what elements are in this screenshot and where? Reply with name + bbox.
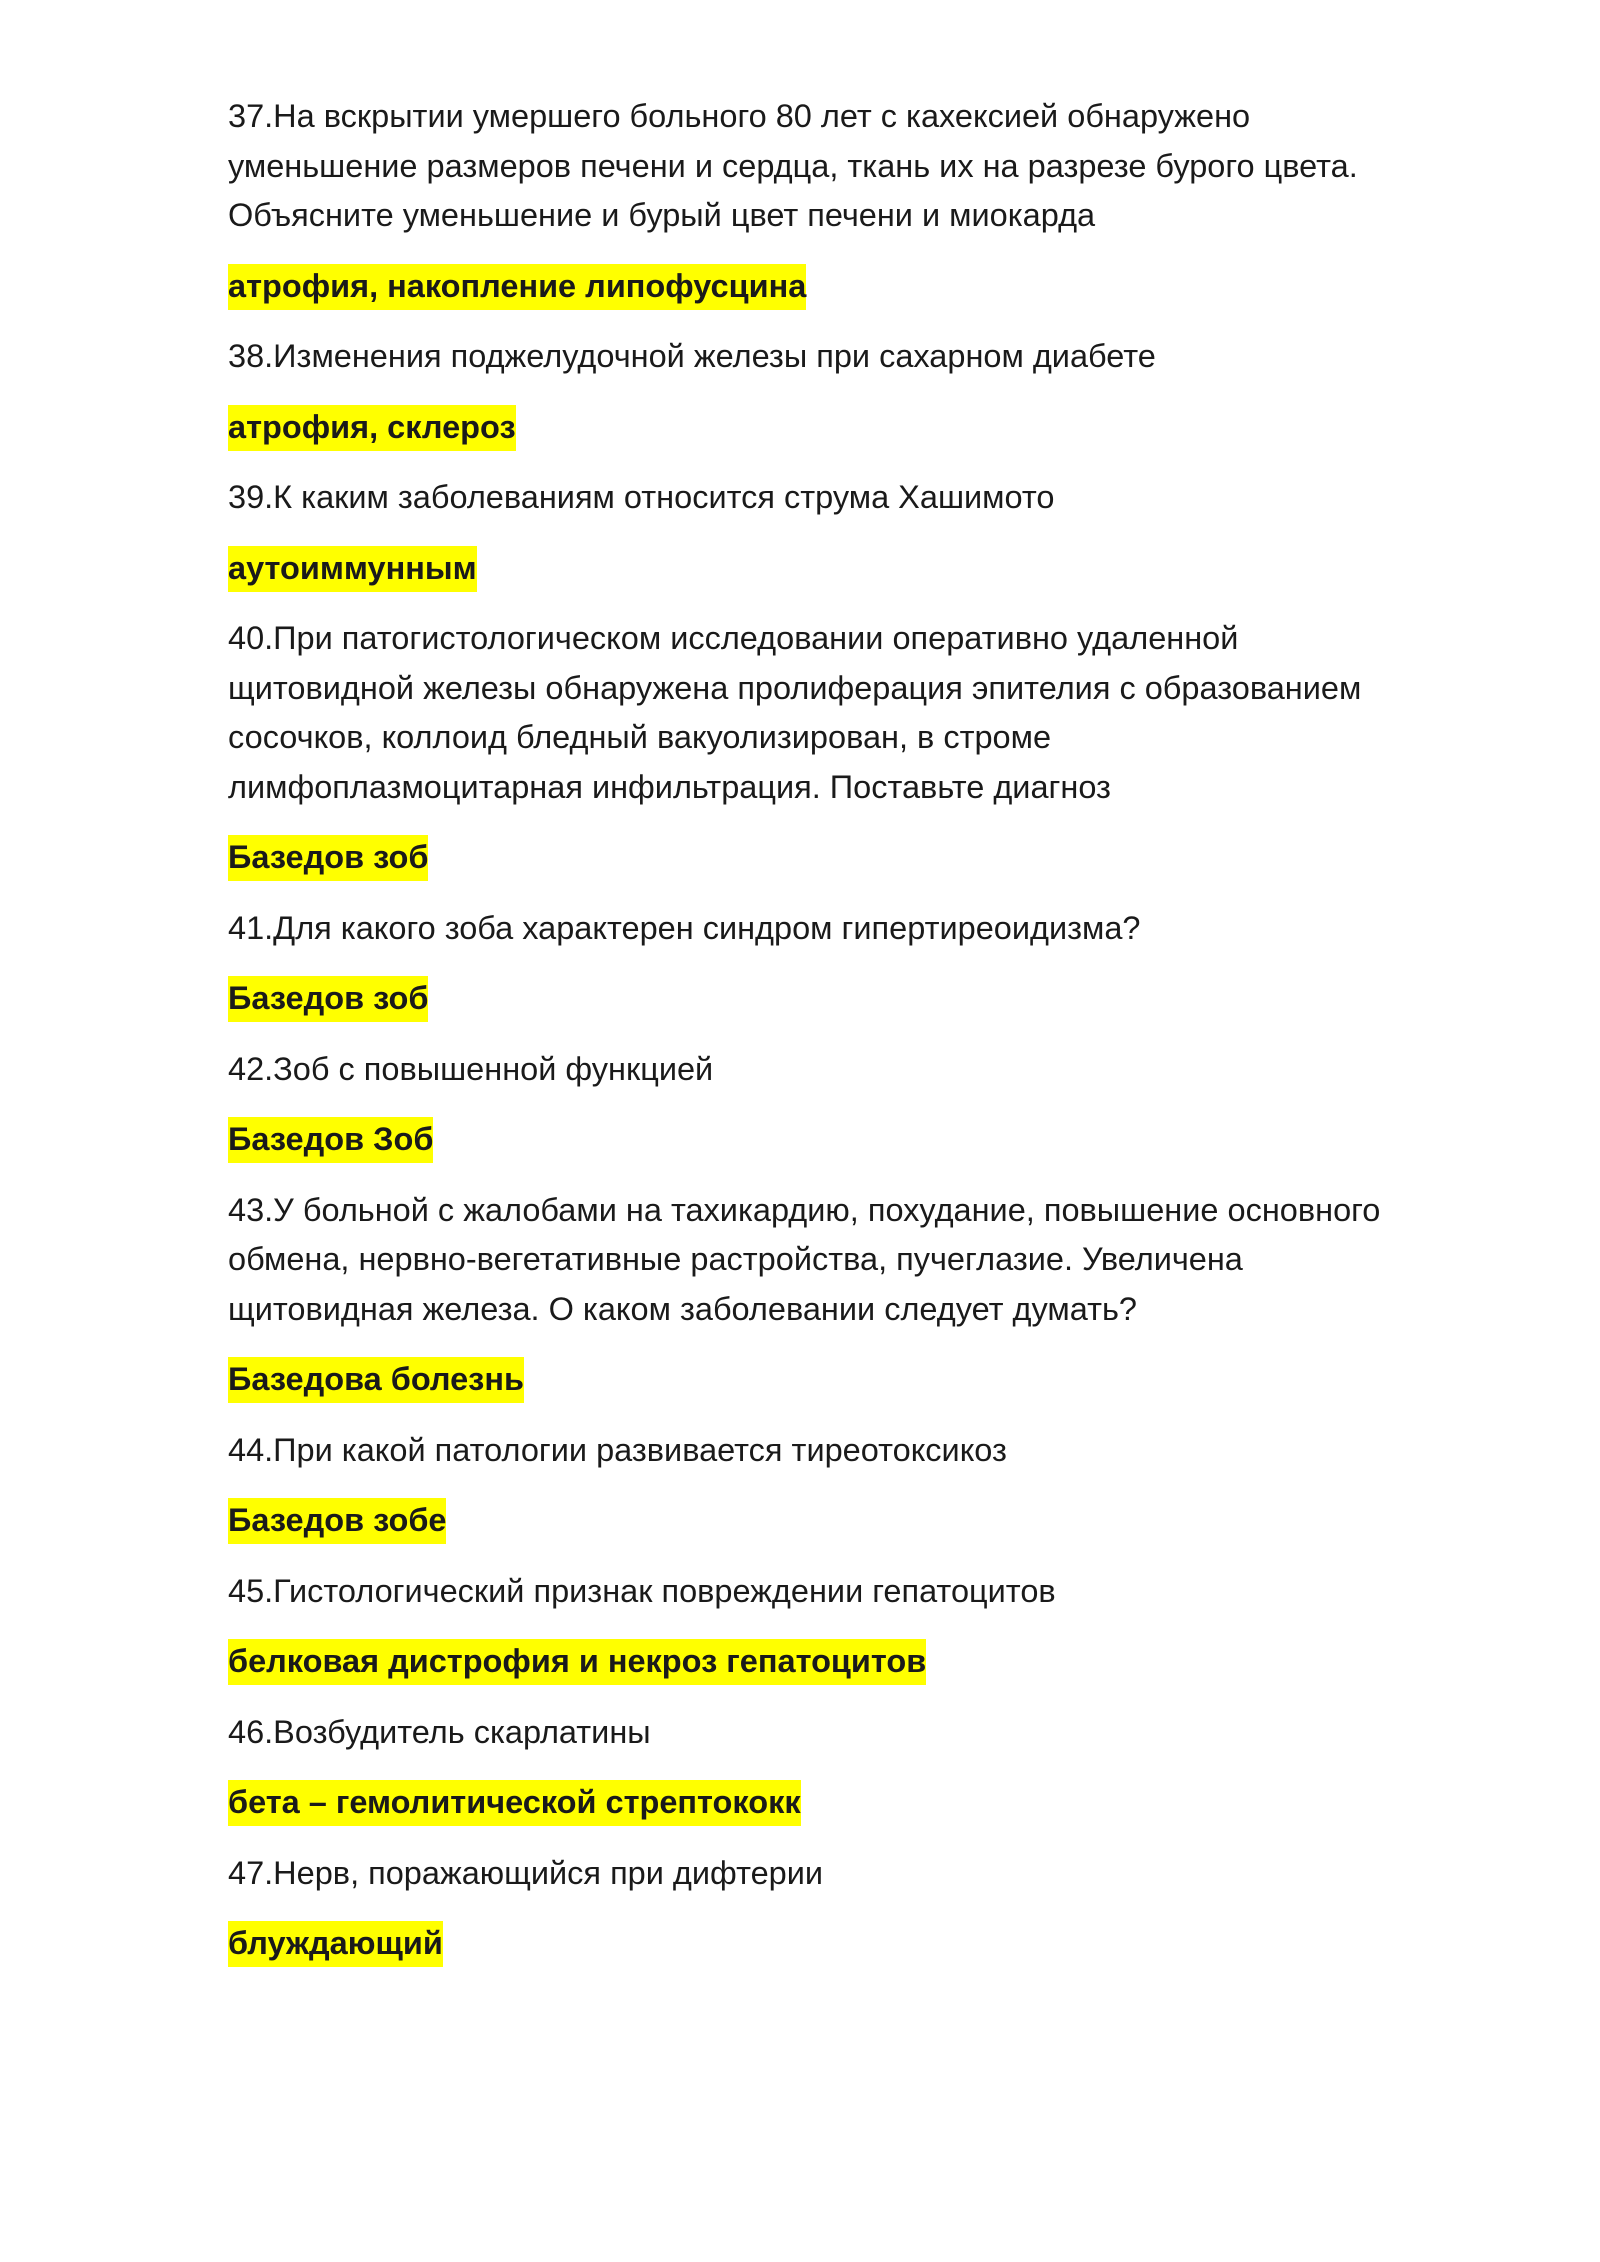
answer-47 bbox=[228, 1919, 1478, 1969]
question-line: 44.При какой патологии развивается тиреотоксикоз bbox=[228, 1431, 1007, 1468]
question-47 bbox=[228, 1849, 1478, 1899]
question-line: 43.У больной с жалобами на тахикардию, похудание, повышение основного bbox=[228, 1191, 1381, 1228]
highlighted-answer: Базедов зобе bbox=[228, 1498, 446, 1544]
question-43 bbox=[228, 1186, 1478, 1335]
answer-46 bbox=[228, 1778, 1478, 1828]
question-line: 37.На вскрытии умершего больного 80 лет с кахексией обнаружено bbox=[228, 98, 1251, 134]
highlighted-answer: Базедов зоб bbox=[228, 835, 428, 881]
question-41 bbox=[228, 904, 1478, 954]
question-line: сосочков, коллоид бледный вакуолизирован, в строме bbox=[228, 719, 1052, 755]
question-line: 42.Зоб с повышенной функцией bbox=[228, 1050, 714, 1087]
question-line: щитовидная железа. О каком заболевании следует думать? bbox=[228, 1290, 1138, 1327]
highlighted-answer: Базедова болезнь bbox=[228, 1357, 524, 1403]
qa-item-42 bbox=[228, 1045, 1478, 1165]
answer-42 bbox=[228, 1115, 1478, 1165]
answer-45 bbox=[228, 1637, 1478, 1687]
highlighted-answer: бета – гемолитической стрептококк bbox=[228, 1780, 801, 1826]
qa-item-40 bbox=[228, 614, 1478, 883]
highlighted-answer: белковая дистрофия и некроз гепатоцитов bbox=[228, 1639, 926, 1685]
qa-item-47 bbox=[228, 1849, 1478, 1969]
question-line: 40.При патогистологическом исследовании оперативно удаленной bbox=[228, 620, 1239, 656]
highlighted-answer: Базедов зоб bbox=[228, 976, 428, 1022]
highlighted-answer: блуждающий bbox=[228, 1921, 443, 1967]
question-38 bbox=[228, 332, 1478, 382]
qa-item-39 bbox=[228, 473, 1478, 593]
qa-list bbox=[228, 92, 1478, 1990]
answer-44 bbox=[228, 1496, 1478, 1546]
highlighted-answer: аутоиммунным bbox=[228, 546, 477, 592]
answer-37 bbox=[228, 262, 1478, 312]
qa-item-37 bbox=[228, 92, 1478, 311]
question-42 bbox=[228, 1045, 1478, 1095]
answer-39 bbox=[228, 544, 1478, 594]
question-line: 45.Гистологический признак повреждении гепатоцитов bbox=[228, 1572, 1056, 1609]
question-line: лимфоплазмоцитарная инфильтрация. Поставьте диагноз bbox=[228, 768, 1111, 805]
question-line: 39.К каким заболеваниям относится струма Хашимото bbox=[228, 479, 1055, 515]
qa-item-43 bbox=[228, 1186, 1478, 1405]
question-line: 46.Возбудитель скарлатины bbox=[228, 1713, 651, 1750]
qa-item-44 bbox=[228, 1426, 1478, 1546]
question-44 bbox=[228, 1426, 1478, 1476]
answer-43 bbox=[228, 1355, 1478, 1405]
highlighted-answer: Базедов Зоб bbox=[228, 1117, 433, 1163]
question-37 bbox=[228, 92, 1478, 241]
question-line: щитовидной железы обнаружена пролиферация эпителия с образованием bbox=[228, 669, 1362, 706]
question-46 bbox=[228, 1708, 1478, 1758]
qa-item-46 bbox=[228, 1708, 1478, 1828]
question-line: уменьшение размеров печени и сердца, ткань их на разрезе бурого цвета. bbox=[228, 147, 1358, 184]
question-line: 38.Изменения поджелудочной железы при сахарном диабете bbox=[228, 338, 1156, 374]
question-40 bbox=[228, 614, 1478, 812]
question-39 bbox=[228, 473, 1478, 523]
qa-item-38 bbox=[228, 332, 1478, 452]
question-45 bbox=[228, 1567, 1478, 1617]
answer-38 bbox=[228, 403, 1478, 453]
highlighted-answer: атрофия, склероз bbox=[228, 405, 516, 451]
question-line: 47.Нерв, поражающийся при дифтерии bbox=[228, 1854, 824, 1891]
question-line: Объясните уменьшение и бурый цвет печени и миокарда bbox=[228, 197, 1096, 233]
answer-41 bbox=[228, 974, 1478, 1024]
answer-40 bbox=[228, 833, 1478, 883]
highlighted-answer: атрофия, накопление липофусцина bbox=[228, 264, 806, 310]
qa-item-41 bbox=[228, 904, 1478, 1024]
question-line: 41.Для какого зоба характерен синдром гипертиреоидизма? bbox=[228, 909, 1141, 946]
qa-item-45 bbox=[228, 1567, 1478, 1687]
question-line: обмена, нервно-вегетативные растройства, пучеглазие. Увеличена bbox=[228, 1241, 1243, 1277]
